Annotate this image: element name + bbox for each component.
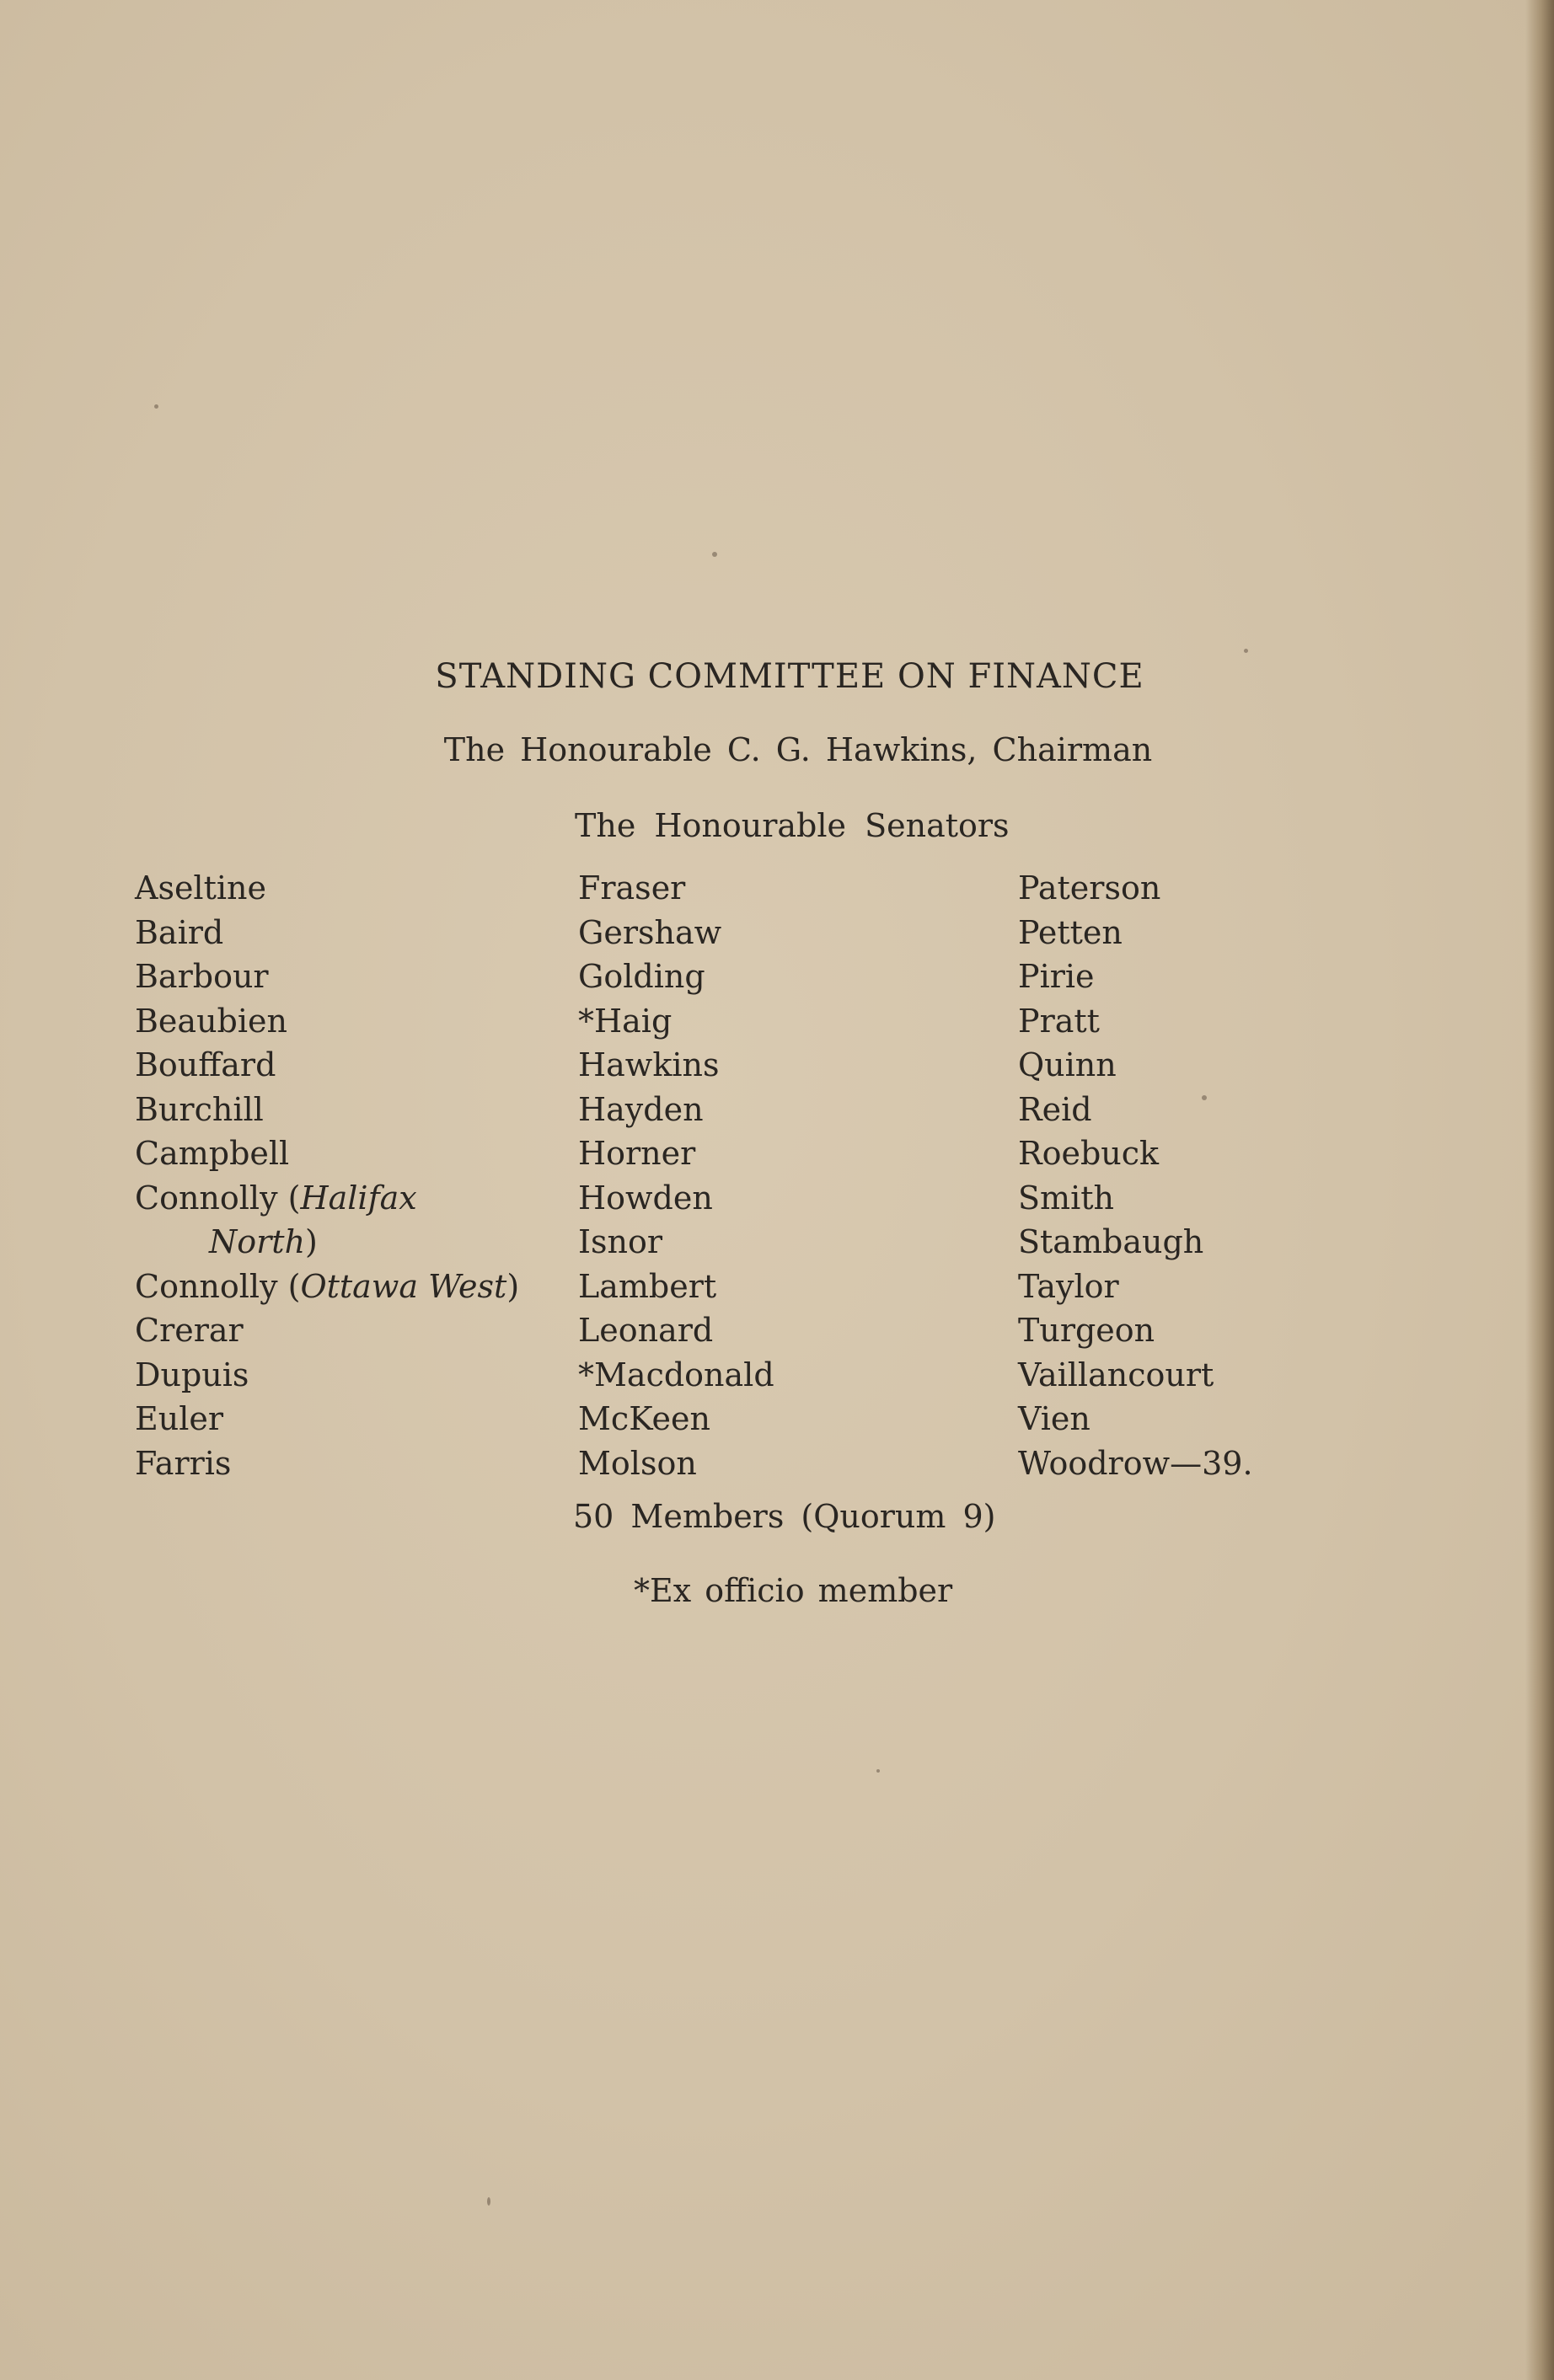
senator-surname: Fraser [578, 869, 686, 907]
senator-surname: Baird [135, 913, 224, 951]
senator-surname: Petten [1018, 913, 1123, 951]
paper-speck [712, 552, 717, 557]
paper-speck [154, 404, 158, 409]
paper-speck [876, 1769, 880, 1773]
senator-name [578, 1220, 774, 1265]
closing-parenthesis: ) [506, 1267, 520, 1305]
senator-name [578, 1441, 774, 1486]
senator-surname: Quinn [1018, 1046, 1117, 1083]
senator-name [1018, 1220, 1253, 1265]
senator-surname: Lambert [578, 1267, 717, 1305]
senator-surname: Horner [578, 1135, 696, 1172]
senator-name [135, 1441, 519, 1486]
senator-surname: Woodrow—39. [1018, 1444, 1253, 1482]
senator-surname: Vaillancourt [1018, 1356, 1214, 1393]
senator-name [1018, 1176, 1253, 1221]
members-count-line: 50 Members (Quorum 9) [573, 1498, 996, 1535]
senator-name [135, 911, 519, 955]
senator-name [135, 999, 519, 1044]
senator-name [135, 1353, 519, 1398]
page-edge-shadow [1525, 0, 1554, 2380]
senator-name [1018, 1043, 1253, 1088]
senator-name [578, 999, 774, 1044]
senator-surname: Gershaw [578, 913, 722, 951]
senator-name [135, 1088, 519, 1132]
senator-name [1018, 911, 1253, 955]
senator-name [1018, 1131, 1253, 1176]
closing-parenthesis: ) [305, 1223, 318, 1260]
senator-surname: Paterson [1018, 869, 1161, 907]
senator-surname: Campbell [135, 1135, 290, 1172]
senator-surname: Turgeon [1018, 1312, 1155, 1349]
senator-name [578, 1353, 774, 1398]
senator-surname: Hawkins [578, 1046, 720, 1083]
senator-name [135, 866, 519, 911]
senator-name [135, 955, 519, 999]
senator-surname: Crerar [135, 1312, 244, 1349]
senator-name [578, 955, 774, 999]
senator-surname: Burchill [135, 1090, 264, 1128]
senator-surname: Isnor [578, 1223, 663, 1260]
senator-surname: *Macdonald [578, 1356, 774, 1393]
senator-surname: Aseltine [135, 869, 266, 907]
senator-name [1018, 1397, 1253, 1441]
senators-heading: The Honourable Senators [575, 807, 1010, 844]
senator-name [578, 1397, 774, 1441]
senator-surname: *Haig [578, 1002, 673, 1040]
senator-name [135, 1220, 519, 1265]
senator-constituency: Halifax [300, 1179, 417, 1217]
senator-name [578, 1131, 774, 1176]
senator-surname: Beaubien [135, 1002, 287, 1040]
senator-name [1018, 955, 1253, 999]
senator-surname: Roebuck [1018, 1135, 1160, 1172]
senator-surname: Vien [1018, 1400, 1090, 1437]
senator-constituency: North [209, 1223, 306, 1260]
senator-name [135, 1265, 519, 1309]
senator-surname: Euler [135, 1400, 224, 1437]
senator-name [578, 1043, 774, 1088]
paper-speck [487, 2197, 490, 2206]
senator-surname: Bouffard [135, 1046, 276, 1083]
senator-constituency: Ottawa West [300, 1267, 507, 1305]
senator-surname: Howden [578, 1179, 713, 1217]
senator-surname: Leonard [578, 1312, 714, 1349]
senator-surname: Connolly ( [135, 1267, 301, 1305]
senator-column-1 [135, 866, 519, 1485]
senator-column-3 [1018, 866, 1253, 1485]
paper-speck [1244, 649, 1248, 653]
senator-name [1018, 1308, 1253, 1353]
senator-surname: Taylor [1018, 1267, 1119, 1305]
senator-name [135, 1308, 519, 1353]
senator-surname: Connolly ( [135, 1179, 301, 1217]
senator-name [578, 911, 774, 955]
senator-name [1018, 1353, 1253, 1398]
senator-name [135, 1176, 519, 1221]
senator-name [1018, 1441, 1253, 1486]
page-title: STANDING COMMITTEE ON FINANCE [435, 657, 1144, 696]
ex-officio-footnote: *Ex officio member [634, 1572, 953, 1609]
senator-name [578, 866, 774, 911]
senator-surname: Golding [578, 958, 705, 995]
senator-name [578, 1308, 774, 1353]
senator-surname: Stambaugh [1018, 1223, 1204, 1260]
senator-surname: Dupuis [135, 1356, 249, 1393]
senator-surname: Molson [578, 1444, 697, 1482]
senator-name [135, 1131, 519, 1176]
senator-surname: Pratt [1018, 1002, 1100, 1040]
senator-surname: McKeen [578, 1400, 711, 1437]
senator-surname: Hayden [578, 1090, 704, 1128]
senator-name [1018, 999, 1253, 1044]
senator-name [578, 1088, 774, 1132]
senator-name [1018, 1088, 1253, 1132]
senator-name [135, 1043, 519, 1088]
senator-name [1018, 1265, 1253, 1309]
senator-surname: Barbour [135, 958, 269, 995]
senator-surname: Smith [1018, 1179, 1114, 1217]
senator-name [1018, 866, 1253, 911]
senator-name [578, 1176, 774, 1221]
senator-name [578, 1265, 774, 1309]
senator-name [135, 1397, 519, 1441]
senator-column-2 [578, 866, 774, 1485]
chairman-line: The Honourable C. G. Hawkins, Chairman [443, 731, 1153, 768]
senator-surname: Reid [1018, 1090, 1092, 1128]
senator-surname: Pirie [1018, 958, 1095, 995]
senator-surname: Farris [135, 1444, 232, 1482]
